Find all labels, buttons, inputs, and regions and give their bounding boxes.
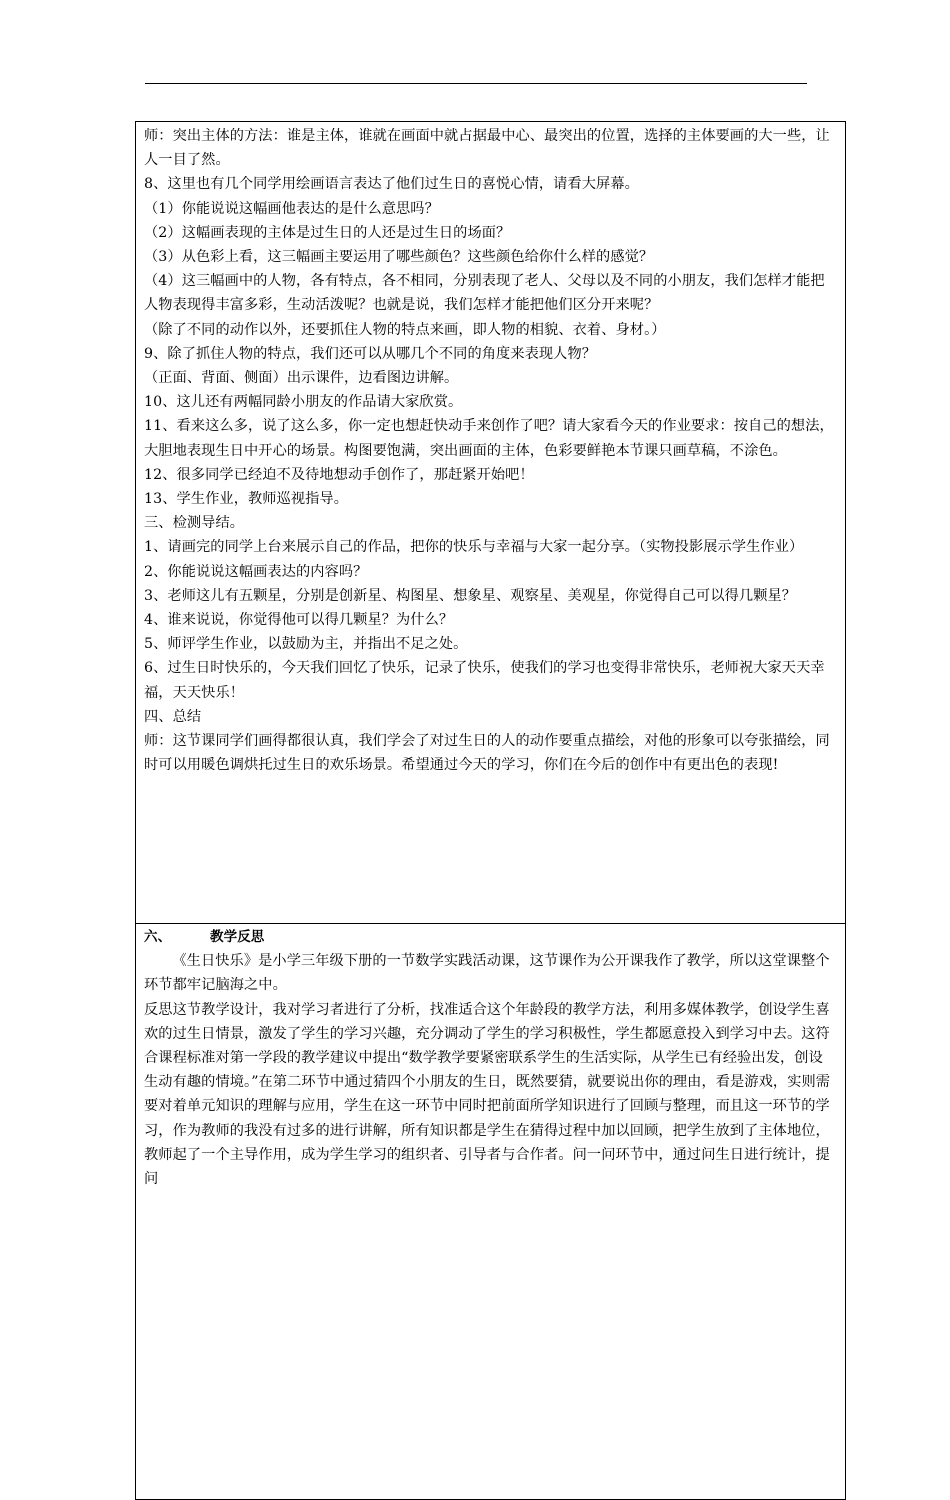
- reflection-paragraph: 《生日快乐》是小学三年级下册的一节数学实践活动课，这节课作为公开课我作了教学，所以这堂课整个环节都牢记脑海之中。: [144, 953, 830, 994]
- text-line: 9、除了抓住人物的特点，我们还可以从哪几个不同的角度来表现人物？: [144, 345, 597, 362]
- reflection-heading: [144, 925, 837, 949]
- text-line: 12、很多同学已经迫不及待地想动手创作了，那赶紧开始吧！: [144, 466, 534, 483]
- text-line: 2、你能说说这幅画表达的内容吗？: [144, 563, 368, 580]
- reflection-heading-number: 六、: [144, 929, 172, 945]
- text-line: 师：突出主体的方法：谁是主体，谁就在画面中就占据最中心、最突出的位置，选择的主体要画的大一些，让人一目了然。: [144, 128, 830, 169]
- lesson-plan-table: [135, 121, 846, 1500]
- text-line: 1、请画完的同学上台来展示自己的作品，把你的快乐与幸福与大家一起分享。（实物投影展示学生作业）: [144, 539, 804, 556]
- text-line: 5、师评学生作业，以鼓励为主，并指出不足之处。: [144, 636, 468, 653]
- section-heading: 四、总结: [144, 708, 202, 725]
- reflection-heading-title: 教学反思: [210, 929, 265, 945]
- text-line: （正面、背面、侧面）出示课件，边看图边讲解。: [144, 370, 459, 387]
- text-line: （3）从色彩上看，这三幅画主要运用了哪些颜色？这些颜色给你什么样的感觉？: [144, 249, 654, 266]
- text-line: 4、谁来说说，你觉得他可以得几颗星？为什么？: [144, 612, 454, 629]
- text-line: （4）这三幅画中的人物，各有特点，各不相同，分别表现了老人、父母以及不同的小朋友，我们怎样才能把人物表现得丰富多彩，生动活泼呢？也就是说，我们怎样才能把他们区分开来呢？: [144, 273, 825, 314]
- text-line: 8、这里也有几个同学用绘画语言表达了他们过生日的喜悦心情，请看大屏幕。: [144, 176, 639, 193]
- text-line: 3、老师这儿有五颗星，分别是创新星、构图星、想象星、观察星、美观星，你觉得自己可以得几颗星？: [144, 587, 797, 604]
- text-line: 师：这节课同学们画得都很认真，我们学会了对过生日的人的动作要重点描绘，对他的形象可以夸张描绘，同时可以用暖色调烘托过生日的欢乐场景。希望通过今天的学习，你们在今后的创作中有更出色的表现!: [144, 733, 830, 774]
- section-heading: 三、检测导结。: [144, 515, 245, 532]
- header-rule: [145, 83, 807, 84]
- teaching-process-cell: [136, 122, 845, 924]
- text-line: 11、看来这么多，说了这么多，你一定也想赶快动手来创作了吧？请大家看今天的作业要求：按自己的想法，大胆地表现生日中开心的场景。构图要饱满，突出画面的主体，色彩要鲜艳本节课只画草稿，不涂色。: [144, 418, 834, 459]
- text-line: 6、过生日时快乐的，今天我们回忆了快乐，记录了快乐，使我们的学习也变得非常快乐，老师祝大家天天幸福，天天快乐！: [144, 660, 825, 701]
- text-line: （除了不同的动作以外，还要抓住人物的特点来画，即人物的相貌、衣着、身材。）: [144, 321, 666, 338]
- text-line: 10、这儿还有两幅同龄小朋友的作品请大家欣赏。: [144, 394, 463, 411]
- text-line: （2）这幅画表现的主体是过生日的人还是过生日的场面？: [144, 224, 511, 241]
- reflection-cell: [136, 924, 845, 1499]
- text-line: （1）你能说说这幅画他表达的是什么意思吗？: [144, 200, 439, 217]
- reflection-paragraph: 反思这节教学设计，我对学习者进行了分析，找准适合这个年龄段的教学方法，利用多媒体教学，创设学生喜欢的过生日情景，激发了学生的学习兴趣，充分调动了学生的学习积极性，学生都愿意投入到学习中去。这符合课程标准对第一学段的教学建议中提出“数学教学要紧密联系学生的生活实际，从学生已有经验出发，创设生动有趣的情境。”在第二环节中通过猜四个小朋友的生日，既然要猜，就要说出你的理由，看是游戏，实则需要对着单元知识的理解与应用，学生在这一环节中同时把前面所学知识进行了回顾与整理，而且这一环节的学习，作为教师的我没有过多的进行讲解，所有知识都是学生在猜得过程中加以回顾，把学生放到了主体地位，教师起了一个主导作用，成为学生学习的组织者、引导者与合作者。问一问环节中，通过问生日进行统计，提问: [144, 1001, 831, 1188]
- text-line: 13、学生作业，教师巡视指导。: [144, 491, 348, 508]
